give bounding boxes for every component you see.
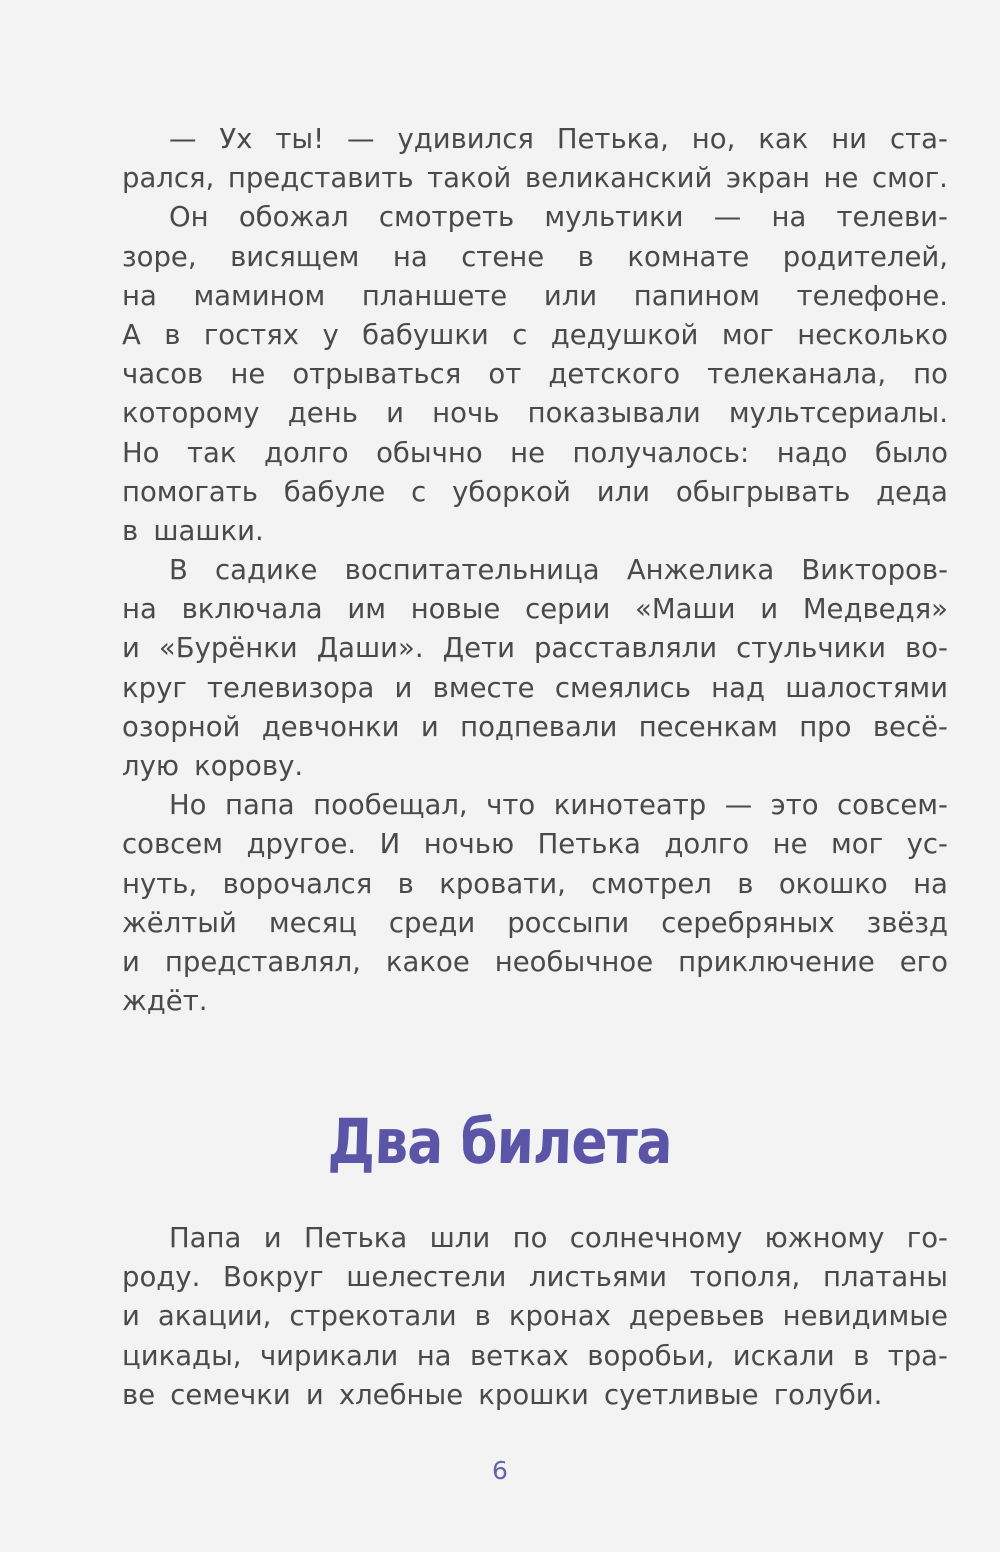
text-line: Папа и Петька шли по солнечному южному го- — [169, 1222, 948, 1254]
story-text-block-2 — [122, 1219, 948, 1415]
text-line: цикады, чирикали на ветках воробьи, искали в тра- — [122, 1339, 948, 1372]
text-line: совсем другое. И ночью Петька долго не мог ус- — [122, 828, 948, 861]
page-number: 6 — [492, 1456, 508, 1485]
text-line: Но так долго обычно не получалось: надо было — [122, 436, 948, 469]
text-line: ждёт. — [122, 985, 208, 1018]
chapter-title: Два билета — [326, 1105, 674, 1178]
text-line: — Ух ты! — удивился Петька, но, как ни ста- — [169, 123, 948, 155]
text-line: Но папа пообещал, что кинотеатр — это совсем- — [169, 789, 948, 822]
text-line: круг телевизора и вместе смеялись над шалостями — [122, 671, 948, 704]
text-line: ве семечки и хлебные крошки суетливые голуби. — [122, 1378, 883, 1411]
text-line: и «Бурёнки Даши». Дети расставляли стульчики во- — [122, 632, 948, 665]
text-line: В садике воспитательница Анжелика Викторов- — [169, 554, 948, 587]
text-line: Он обожал смотреть мультики — на телеви- — [169, 201, 948, 234]
text-line: А в гостях у бабушки с дедушкой мог несколько — [122, 318, 948, 351]
text-line: в шашки. — [122, 514, 264, 547]
text-line: часов не отрываться от детского телеканала, по — [122, 358, 948, 391]
text-line: и представлял, какое необычное приключение его — [122, 945, 948, 978]
text-line: озорной девчонки и подпевали песенкам про весё- — [122, 710, 948, 743]
text-line: лую корову. — [122, 750, 304, 782]
story-text-block-1 — [122, 120, 948, 1021]
text-line: нуть, ворочался в кровати, смотрел в окошко на — [122, 867, 948, 900]
text-line: рался, представить такой великанский экран не смог. — [122, 162, 948, 195]
text-line: которому день и ночь показывали мультсериалы. — [122, 397, 948, 430]
text-line: на включала им новые серии «Маши и Медведя» — [122, 593, 948, 626]
text-line: жёлтый месяц среди россыпи серебряных звёзд — [122, 906, 948, 939]
text-line: помогать бабуле с уборкой или обыгрывать деда — [122, 475, 948, 508]
text-line: зоре, висящем на стене в комнате родителей, — [122, 240, 948, 273]
text-line: и акации, стрекотали в кронах деревьев невидимые — [122, 1300, 948, 1333]
text-line: роду. Вокруг шелестели листьями тополя, платаны — [122, 1261, 948, 1294]
text-line: на мамином планшете или папином телефоне. — [122, 279, 948, 312]
